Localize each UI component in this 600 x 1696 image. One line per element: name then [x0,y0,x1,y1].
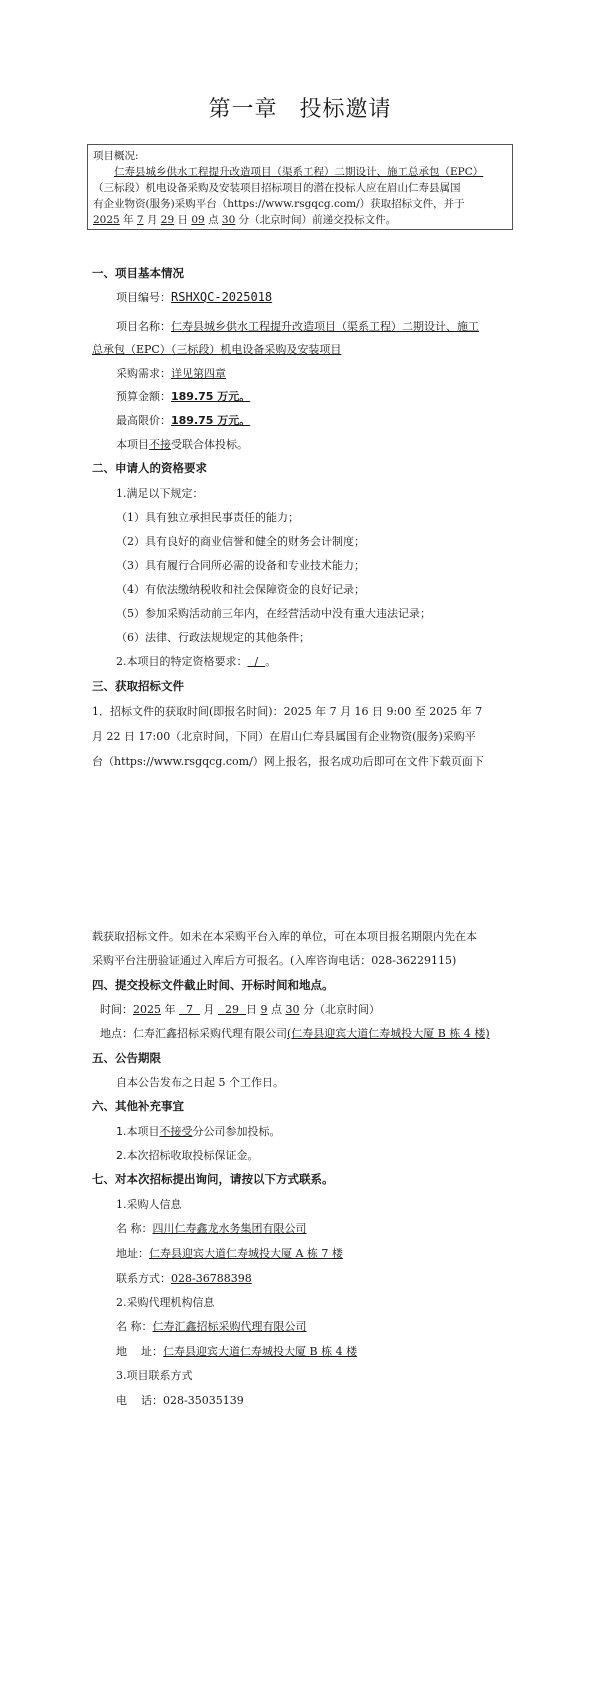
obtain-p4: 载获取招标文件。如未在本采购平台入库的单位，可在本项目报名期限内先在本 [92,930,477,943]
purchaser-address: 地址：仁寿县迎宾大道仁寿城投大厦 A 栋 7 楼 [116,1247,343,1260]
obtain-p2: 月 22 日 17:00（北京时间，下同）在眉山仁寿县属国有企业物资(服务)采购平 [92,730,476,743]
req-r6: （6）法律、行政法规规定的其他条件； [116,631,310,644]
project-overview-box [87,144,513,230]
obtain-p5: 采购平台注册验证通过入库后方可报名。(入库咨询电话：028-36229115) [92,954,457,967]
section6-heading: 六、其他补充事宜 [92,1099,184,1113]
purchaser-name: 名 称：四川仁寿鑫龙水务集团有限公司 [116,1222,307,1235]
procurement-need: 采购需求：详见第四章 [116,367,226,380]
overview-label: 项目概况: [93,150,139,162]
req-r2: （2）具有良好的商业信誉和健全的财务会计制度； [116,535,365,548]
req-r4: （4）有依法缴纳税收和社会保障资金的良好记录； [116,583,365,596]
budget-amount: 预算金额：189.75 万元。 [116,390,251,403]
max-price: 最高限价：189.75 万元。 [116,414,251,427]
deadline-time: 时间：2025 年 7 月 29 日 9 点 30 分（北京时间） [100,1003,380,1016]
req-r1: （1）具有独立承担民事责任的能力； [116,511,299,524]
page-title: 第一章 投标邀请 [208,97,392,122]
section1-heading: 一、项目基本情况 [92,266,184,280]
joint-bid-note: 本项目不接受联合体投标。 [116,438,248,451]
supplement-item2: 2.本次招标收取投标保证金。 [116,1149,259,1162]
project-code: 项目编号：RSHXQC-2025018 [116,290,273,304]
contact-phone: 电 话：028-35035139 [116,1394,244,1407]
overview-line1: 仁寿县城乡供水工程提升改造项目（渠系工程）二期设计、施工总承包（EPC） [114,166,484,178]
overview-line2: （三标段）机电设备采购及安装项目招标项目的潜在投标人应在眉山仁寿县属国 [93,182,461,194]
project-name-cont: 总承包（EPC）（三标段）机电设备采购及安装项目 [92,343,342,356]
agency-address: 地 址：仁寿县迎宾大道仁寿城投大厦 B 栋 4 楼 [116,1345,358,1358]
obtain-p1: 1．招标文件的获取时间(即报名时间)：2025 年 7 月 16 日 9:00 至 2025 年 7 [92,705,483,718]
req-r3: （3）具有履行合同所必需的设备和专业技术能力； [116,559,365,572]
req-r5: （5）参加采购活动前三年内，在经营活动中没有重大违法记录； [116,607,431,620]
purchaser-label: 1.采购人信息 [116,1198,182,1211]
section5-heading: 五、公告期限 [92,1051,161,1065]
overview-line4: 2025 年 7 月 29 日 09 点 30 分（北京时间）前递交投标文件。 [93,214,397,226]
announcement-period: 自本公告发布之日起 5 个工作日。 [116,1076,284,1089]
req-item1: 1.满足以下规定： [116,487,204,500]
agency-name: 名 称：仁寿汇鑫招标采购代理有限公司 [116,1320,307,1333]
contact-label: 3.项目联系方式 [116,1369,193,1382]
project-name: 项目名称：仁寿县城乡供水工程提升改造项目（渠系工程）二期设计、施工 [116,320,479,333]
obtain-p3: 台（https://www.rsgqcg.com/）网上报名，报名成功后即可在文件下载页面下 [92,755,484,768]
req-item2: 2.本项目的特定资格要求： / 。 [116,655,277,668]
section7-heading: 七、对本次招标提出询问，请按以下方式联系。 [92,1172,334,1186]
section2-heading: 二、申请人的资格要求 [92,461,207,475]
agency-label: 2.采购代理机构信息 [116,1296,215,1309]
supplement-item1: 1.本项目不接受分公司参加投标。 [116,1125,281,1138]
section4-heading: 四、提交投标文件截止时间、开标时间和地点。 [92,978,334,992]
purchaser-phone: 联系方式：028-36788398 [116,1272,252,1285]
overview-line3: 有企业物资(服务)采购平台（https://www.rsgqcg.com/）获取招标文件，并于 [93,198,465,210]
deadline-place: 地点：仁寿汇鑫招标采购代理有限公司(仁寿县迎宾大道仁寿城投大厦 B 栋 4 楼) [100,1027,490,1040]
section3-heading: 三、获取招标文件 [92,679,184,693]
